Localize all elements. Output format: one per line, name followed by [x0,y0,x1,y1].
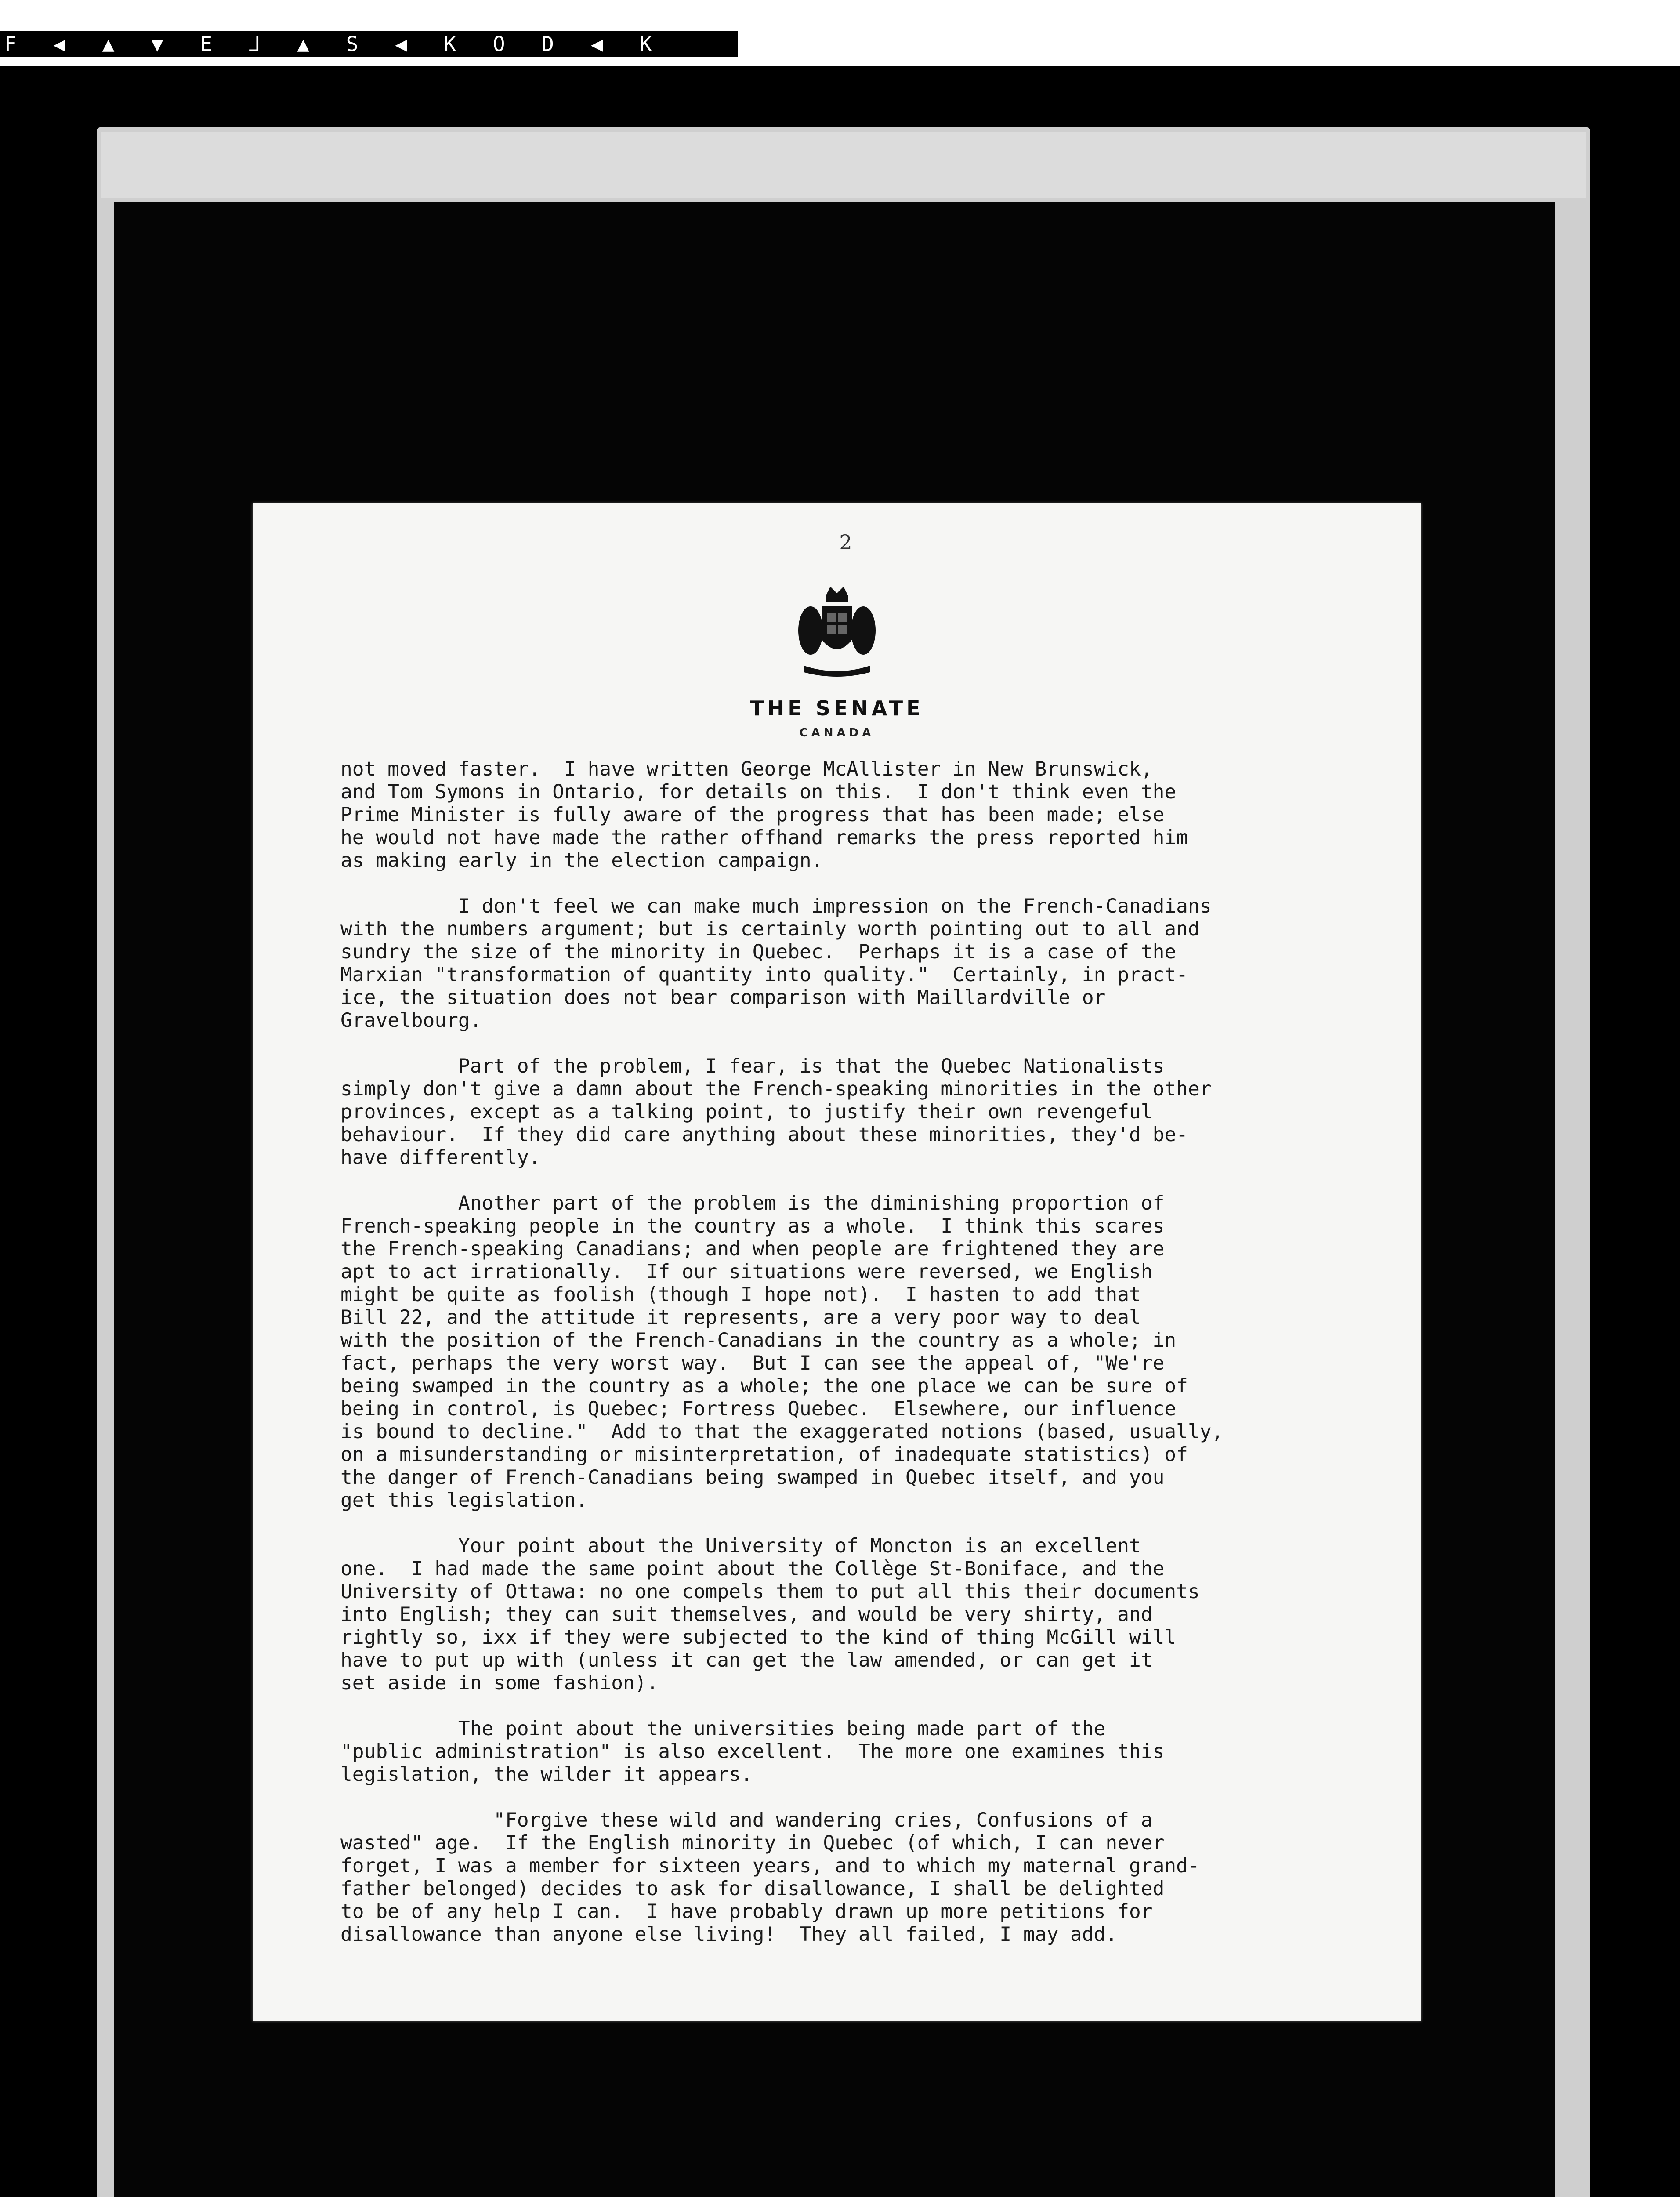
paragraph: not moved faster. I have written George McAllister in New Brunswick, and Tom Symons in Ontario, for details on this. I don't think even the Prime Minister is fully aware of the progress that has been made; else he would not have made the rather offhand remarks the press reported him as making early in the election campaign. [340,758,1188,872]
film-edge-strip [0,0,1680,66]
letter-page [253,503,1421,2021]
film-edge-code: F ◀ ▲ ▼ E ⅃ ▲ S ◀ K O D ◀ K [0,31,738,57]
paragraph: "Forgive these wild and wandering cries, Confusions of a wasted" age. If the English minority in Quebec (of which, I can never forget, I was a member for sixteen years, and to which my maternal grand- father belonged) decides to ask for disallowance, I shall be delighted to be of any help I can. I have probably drawn up more petitions for disallowance than anyone else living! They all failed, I may add. [340,1809,1200,1946]
mount-top-edge [101,132,1586,198]
paragraph: Your point about the University of Moncton is an excellent one. I had made the same point about the Collège St-Boniface, and the University of Ottawa: no one compels them to put all this their documents into English; they can suit themselves, and would be very shirty, and rightly so, ixx if they were subjected to the kind of thing McGill will have to put up with (unless it can get the law amended, or can get it set aside in some fashion). [340,1535,1200,1694]
page-number: 2 [839,530,852,554]
letter-body [340,758,1404,1946]
paragraph: Part of the problem, I fear, is that the Quebec Nationalists simply don't give a damn about the French-speaking minorities in the other provinces, except as a talking point, to justify their own revengeful behaviour. If they did care anything about these minorities, they'd be- have differently. [340,1055,1212,1169]
senate-crest-icon [795,582,879,679]
letterhead-title: THE SENATE [750,696,924,720]
paragraph: The point about the universities being made part of the "public administration" is also excellent. The more one examines this legislation, the wilder it appears. [340,1718,1165,1786]
paragraph: I don't feel we can make much impression on the French-Canadians with the numbers argument; but is certainly worth pointing out to all and sundry the size of the minority in Quebec. Perhaps it is a case of the Marxian "transformation of quantity into quality." Certainly, in pract- ice, the situation does not bear comparison with Maillardville or Gravelbourg. [340,895,1212,1032]
letterhead-subtitle: CANADA [799,726,875,740]
paragraph: Another part of the problem is the diminishing proportion of French-speaking people in the country as a whole. I think this scares the French-speaking Canadians; and when people are frightened they are apt to act irrationally. If our situations were reversed, we English might be quite as foolish (though I hope not). I hasten to add that Bill 22, and the attitude it represents, are a very poor way to deal with the position of the French-Canadians in the country as a whole; in fact, perhaps the very worst way. But I can see the appeal of, "We're being swamped in the country as a whole; the one place we can be sure of being in control, is Quebec; Fortress Quebec. Elsewhere, our influence is bound to decline." Add to that the exaggerated notions (based, usually, on a misunderstanding or misinterpretation, of inadequate statistics) of the danger of French-Canadians being swamped in Quebec itself, and you get this legislation. [340,1192,1224,1512]
